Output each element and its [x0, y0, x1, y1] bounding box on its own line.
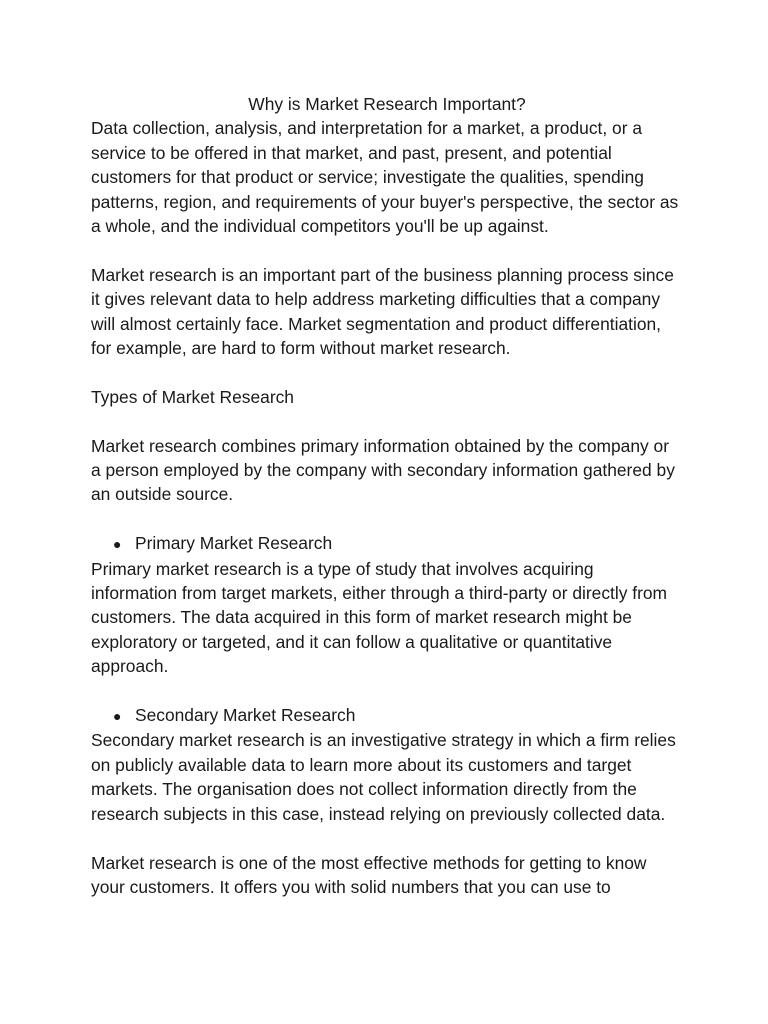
primary-paragraph: Primary market research is a type of study that involves acquiring information from target markets, either through a third-party or directly from customers. The data acquired in this form of market research might be exploratory or targeted, and it can follow a qualitative or quantitative approach.	[91, 558, 668, 677]
secondary-paragraph: Secondary market research is an investigative strategy in which a firm relies on publicly available data to learn more about its customers and target markets. The organisation does not collect information directly from the research subjects in this case, instead relying on previously collected data.	[91, 730, 676, 824]
paragraph-gap	[91, 826, 683, 850]
types-intro-paragraph: Market research combines primary information obtained by the company or a person employed by the company with secondary information gathered by an outside source.	[91, 435, 675, 505]
intro-paragraph: Data collection, analysis, and interpretation for a market, a product, or a service to be offered in that market, and past, present, and potential customers for that product or service; investigate the qualities, spending patterns, region, and requirements of your buyer's perspective, the sector as a whole, and the individual competitors you'll be up against.	[91, 118, 679, 237]
importance-paragraph: Market research is an important part of the business planning process since it gives relevant data to help address marketing difficulties that a company will almost certainly face. Market segmentation and product differentiation, for example, are hard to form without market research.	[91, 264, 674, 359]
secondary-heading: Secondary Market Research	[135, 705, 356, 726]
document-title: Why is Market Research Important?	[248, 94, 526, 114]
types-heading: Types of Market Research	[91, 386, 294, 407]
closing-paragraph: Market research is one of the most effective methods for getting to know your customers. It offers you with solid numbers that you can use to	[91, 852, 647, 897]
paragraph-gap	[91, 679, 683, 703]
primary-heading: Primary Market Research	[135, 533, 333, 554]
paragraph-gap	[91, 360, 683, 384]
paragraph-gap	[91, 409, 683, 433]
secondary-bullet-item	[91, 703, 683, 728]
primary-bullet-item	[91, 531, 683, 556]
paragraph-gap	[91, 507, 683, 531]
bullet-icon: ●	[113, 708, 122, 725]
paragraph-gap	[91, 238, 683, 262]
bullet-icon: ●	[113, 536, 122, 553]
document-body	[91, 92, 683, 899]
